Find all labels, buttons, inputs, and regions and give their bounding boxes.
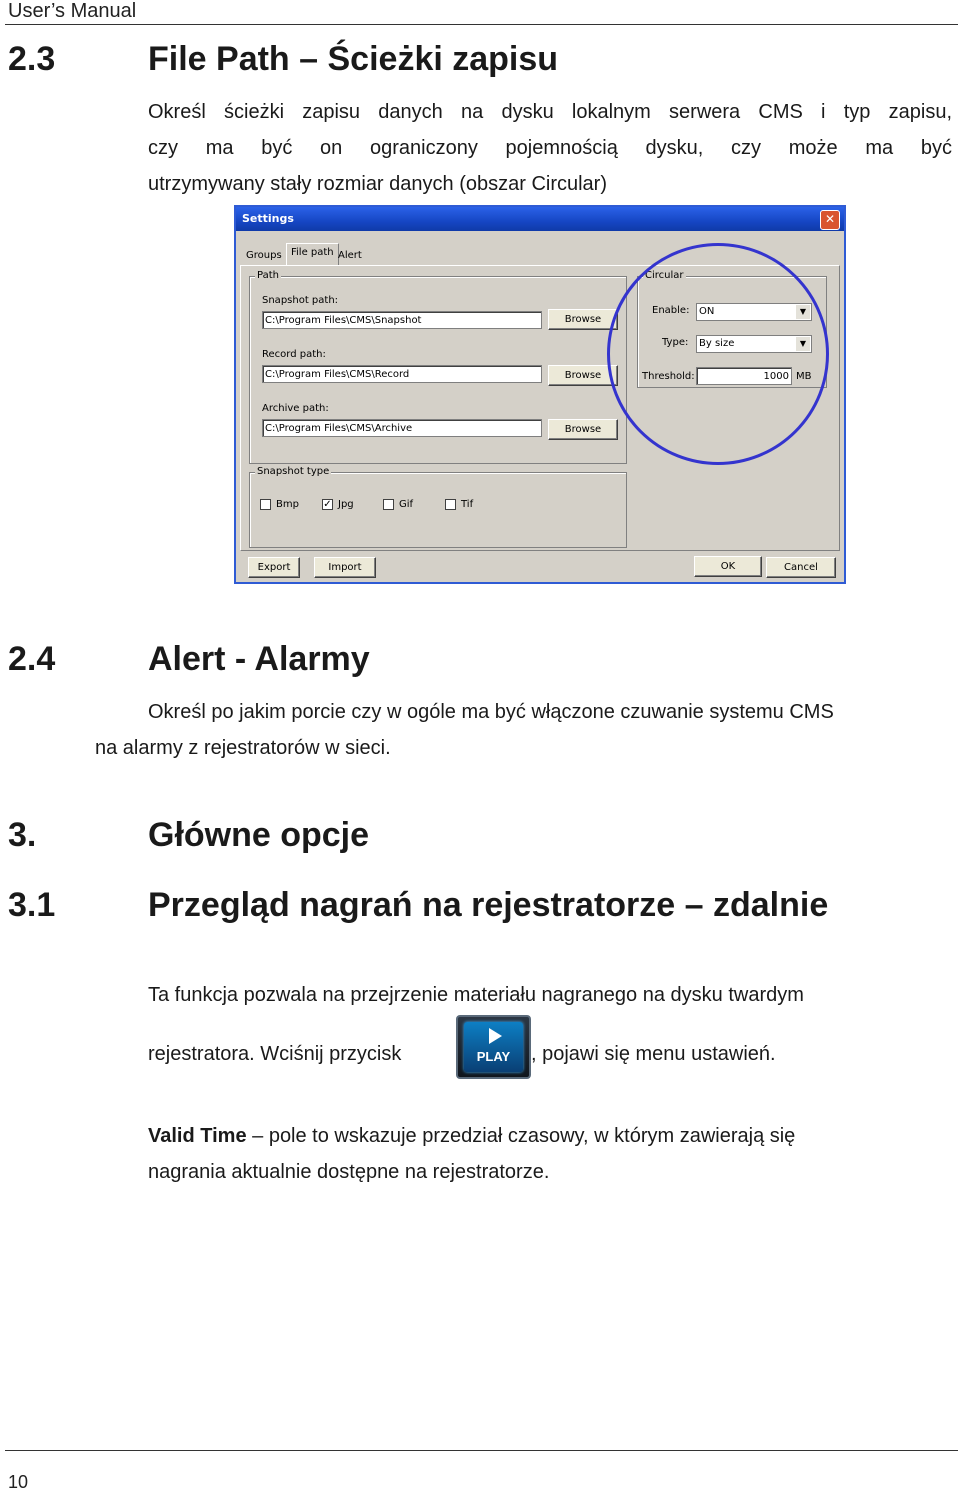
play-triangle-icon — [489, 1028, 502, 1044]
gif-checkbox[interactable] — [383, 499, 394, 510]
section-3-number: 3. — [8, 816, 37, 854]
cancel-button[interactable]: Cancel — [766, 557, 836, 578]
section-3-1-title: Przegląd nagrań na rejestratorze – zdalnie — [148, 886, 829, 924]
play-icon — [464, 1022, 523, 1072]
enable-value: ON — [699, 306, 715, 317]
snapshot-type-group-label: Snapshot type — [257, 466, 330, 477]
play-button-label: PLAY — [476, 1049, 511, 1064]
path-group-label: Path — [257, 270, 279, 281]
bmp-checkbox[interactable] — [260, 499, 271, 510]
valid-time-description: – pole to wskazuje przedział czasowy, w którym zawierają się — [246, 1125, 796, 1147]
header-rule — [5, 24, 958, 25]
snapshot-type-group — [249, 466, 627, 548]
record-path-label: Record path: — [262, 349, 326, 360]
bmp-label: Bmp — [276, 499, 299, 510]
threshold-label: Threshold: — [642, 371, 695, 382]
tab-alert[interactable]: Alert — [338, 250, 362, 261]
section-2-3-number: 2.3 — [8, 40, 56, 78]
ok-button[interactable]: OK — [694, 556, 762, 577]
section-2-3-line-3: utrzymywany stały rozmiar danych (obszar Circular) — [148, 173, 608, 195]
record-browse-button[interactable]: Browse — [548, 365, 618, 386]
section-2-3-title: File Path – Ścieżki zapisu — [148, 40, 559, 78]
threshold-input[interactable]: 1000 — [696, 367, 792, 385]
tab-file-path[interactable]: File path — [286, 243, 339, 266]
valid-time-line-1 — [148, 1118, 795, 1154]
snapshot-path-input[interactable]: C:\Program Files\CMS\Snapshot — [262, 311, 542, 329]
chevron-down-icon: ▼ — [796, 305, 810, 319]
footer-rule — [5, 1450, 958, 1451]
play-button[interactable] — [456, 1015, 531, 1079]
section-2-4-line-2: na alarmy z rejestratorów w sieci. — [95, 737, 391, 759]
section-2-4-number: 2.4 — [8, 640, 56, 678]
section-3-1-line-2-after: , pojawi się menu ustawień. — [531, 1043, 776, 1065]
snapshot-browse-button[interactable]: Browse — [548, 309, 618, 330]
running-header: User’s Manual — [8, 0, 137, 22]
circular-highlight-circle — [607, 243, 829, 465]
archive-browse-button[interactable]: Browse — [548, 419, 618, 440]
section-2-3-line-2: czy ma być on ograniczony pojemnością dysku, czy może ma być — [148, 137, 952, 159]
archive-path-label: Archive path: — [262, 403, 329, 414]
threshold-unit: MB — [796, 371, 812, 382]
jpg-checkbox[interactable]: ✓ — [323, 499, 332, 510]
section-3-title: Główne opcje — [148, 816, 370, 854]
dialog-title: Settings — [242, 212, 294, 225]
valid-time-line-2: nagrania aktualnie dostępne na rejestratorze. — [148, 1161, 550, 1183]
tab-groups[interactable]: Groups — [246, 250, 282, 261]
chevron-down-icon: ▼ — [796, 337, 810, 351]
dialog-title-bar — [236, 207, 844, 231]
type-label: Type: — [662, 337, 689, 348]
type-value: By size — [699, 338, 735, 349]
valid-time-term: Valid Time — [148, 1125, 247, 1147]
section-2-3-line-1: Określ ścieżki zapisu danych na dysku lokalnym serwera CMS i typ zapisu, — [148, 101, 952, 123]
export-button[interactable]: Export — [248, 557, 300, 578]
section-3-1-line-1: Ta funkcja pozwala na przejrzenie materiału nagranego na dysku twardym — [148, 984, 804, 1006]
path-group — [249, 270, 627, 464]
record-path-input[interactable]: C:\Program Files\CMS\Record — [262, 365, 542, 383]
page-number: 10 — [8, 1472, 29, 1492]
section-2-4-title: Alert - Alarmy — [148, 640, 370, 678]
tif-label: Tif — [461, 499, 474, 510]
section-2-4-line-1: Określ po jakim porcie czy w ogóle ma być włączone czuwanie systemu CMS — [148, 701, 834, 723]
snapshot-path-label: Snapshot path: — [262, 295, 339, 306]
section-3-1-line-2-before: rejestratora. Wciśnij przycisk — [148, 1043, 402, 1065]
enable-label: Enable: — [652, 305, 690, 316]
section-3-1-number: 3.1 — [8, 886, 56, 924]
tif-checkbox[interactable] — [445, 499, 456, 510]
close-icon[interactable]: ✕ — [820, 210, 840, 230]
circular-group-label: Circular — [645, 270, 684, 281]
import-button[interactable]: Import — [314, 557, 376, 578]
archive-path-input[interactable]: C:\Program Files\CMS\Archive — [262, 419, 542, 437]
gif-label: Gif — [399, 499, 414, 510]
jpg-label: Jpg — [338, 499, 354, 510]
